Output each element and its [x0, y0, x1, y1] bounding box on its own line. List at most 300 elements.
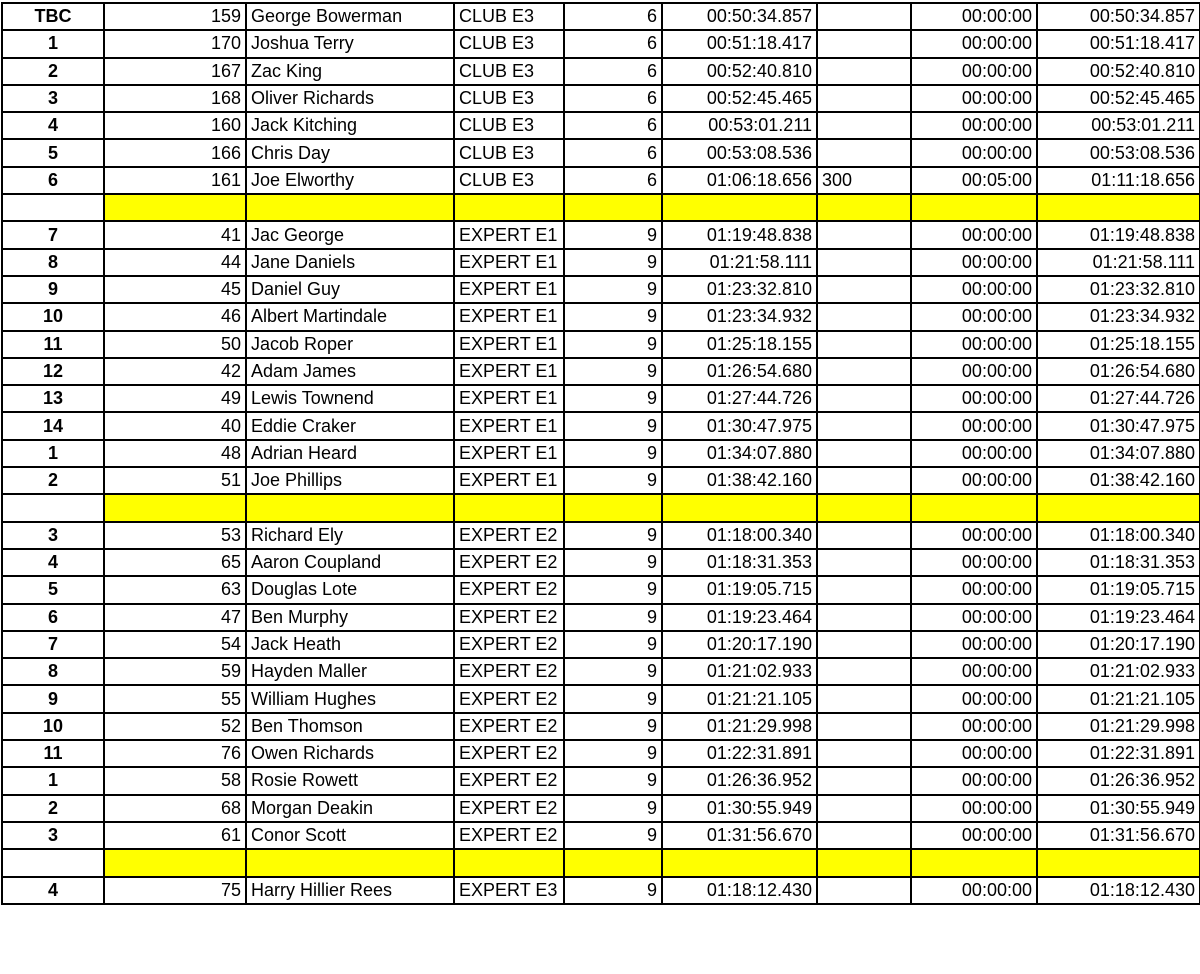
penalty-seconds-cell [817, 112, 911, 139]
race-time-cell: 00:50:34.857 [662, 3, 817, 30]
penalty-seconds-cell [817, 631, 911, 658]
class-cell: EXPERT E2 [454, 795, 564, 822]
penalty-seconds-cell [817, 549, 911, 576]
rider-name-cell: Aaron Coupland [246, 549, 454, 576]
result-row [2, 412, 1200, 439]
position-cell: 11 [2, 331, 104, 358]
result-row [2, 249, 1200, 276]
result-row [2, 221, 1200, 248]
result-row [2, 331, 1200, 358]
race-time-cell: 01:30:47.975 [662, 412, 817, 439]
race-time-cell: 01:21:21.105 [662, 685, 817, 712]
total-time-cell: 01:34:07.880 [1037, 440, 1200, 467]
penalty-seconds-cell [817, 767, 911, 794]
penalty-seconds-cell [817, 604, 911, 631]
total-time-cell: 01:25:18.155 [1037, 331, 1200, 358]
penalty-time-cell: 00:00:00 [911, 276, 1037, 303]
position-cell: 6 [2, 167, 104, 194]
penalty-seconds-cell [817, 30, 911, 57]
rider-name-cell: Eddie Craker [246, 412, 454, 439]
penalty-seconds-cell [817, 412, 911, 439]
class-cell: EXPERT E2 [454, 713, 564, 740]
class-cell: EXPERT E1 [454, 467, 564, 494]
total-time-cell: 00:53:08.536 [1037, 139, 1200, 166]
race-time-cell: 00:53:01.211 [662, 112, 817, 139]
rider-name-cell: Conor Scott [246, 822, 454, 849]
penalty-seconds-cell [817, 358, 911, 385]
race-time-cell: 01:19:48.838 [662, 221, 817, 248]
laps-cell: 9 [564, 822, 662, 849]
laps-cell: 9 [564, 631, 662, 658]
class-cell: EXPERT E2 [454, 604, 564, 631]
laps-cell: 9 [564, 412, 662, 439]
rider-name-cell: Owen Richards [246, 740, 454, 767]
penalty-time-cell: 00:00:00 [911, 685, 1037, 712]
separator-cell [1037, 849, 1200, 876]
rider-number-cell: 55 [104, 685, 246, 712]
rider-number-cell: 160 [104, 112, 246, 139]
penalty-seconds-cell [817, 685, 911, 712]
penalty-seconds-cell [817, 221, 911, 248]
class-cell: EXPERT E1 [454, 221, 564, 248]
rider-name-cell: Morgan Deakin [246, 795, 454, 822]
position-cell: 8 [2, 249, 104, 276]
result-row [2, 30, 1200, 57]
separator-cell [246, 849, 454, 876]
race-time-cell: 01:30:55.949 [662, 795, 817, 822]
separator-cell [1037, 194, 1200, 221]
separator-cell [817, 849, 911, 876]
laps-cell: 9 [564, 221, 662, 248]
position-cell: 7 [2, 631, 104, 658]
rider-name-cell: Rosie Rowett [246, 767, 454, 794]
position-cell: 2 [2, 467, 104, 494]
rider-number-cell: 76 [104, 740, 246, 767]
race-time-cell: 01:26:36.952 [662, 767, 817, 794]
position-cell: 10 [2, 303, 104, 330]
laps-cell: 9 [564, 331, 662, 358]
class-cell: EXPERT E2 [454, 631, 564, 658]
laps-cell: 9 [564, 467, 662, 494]
rider-number-cell: 50 [104, 331, 246, 358]
separator-cell [911, 194, 1037, 221]
rider-name-cell: Jac George [246, 221, 454, 248]
rider-name-cell: Ben Thomson [246, 713, 454, 740]
penalty-seconds-cell [817, 740, 911, 767]
total-time-cell: 01:21:02.933 [1037, 658, 1200, 685]
penalty-seconds-cell [817, 139, 911, 166]
race-time-cell: 01:23:34.932 [662, 303, 817, 330]
rider-name-cell: William Hughes [246, 685, 454, 712]
laps-cell: 9 [564, 685, 662, 712]
penalty-time-cell: 00:00:00 [911, 440, 1037, 467]
penalty-seconds-cell [817, 3, 911, 30]
result-row [2, 631, 1200, 658]
penalty-seconds-cell [817, 85, 911, 112]
position-cell: 4 [2, 549, 104, 576]
race-time-cell: 01:23:32.810 [662, 276, 817, 303]
laps-cell: 9 [564, 576, 662, 603]
penalty-time-cell: 00:05:00 [911, 167, 1037, 194]
race-time-cell: 00:52:40.810 [662, 58, 817, 85]
laps-cell: 6 [564, 30, 662, 57]
rider-name-cell: Oliver Richards [246, 85, 454, 112]
separator-cell [104, 494, 246, 521]
laps-cell: 9 [564, 249, 662, 276]
penalty-seconds-cell [817, 58, 911, 85]
result-row [2, 604, 1200, 631]
position-cell: 1 [2, 767, 104, 794]
race-time-cell: 01:21:58.111 [662, 249, 817, 276]
laps-cell: 6 [564, 58, 662, 85]
penalty-time-cell: 00:00:00 [911, 30, 1037, 57]
position-cell: 10 [2, 713, 104, 740]
penalty-seconds-cell [817, 249, 911, 276]
penalty-time-cell: 00:00:00 [911, 767, 1037, 794]
rider-number-cell: 168 [104, 85, 246, 112]
penalty-seconds-cell [817, 276, 911, 303]
penalty-seconds-cell [817, 303, 911, 330]
separator-cell [911, 849, 1037, 876]
rider-name-cell: Richard Ely [246, 522, 454, 549]
class-cell: EXPERT E1 [454, 440, 564, 467]
result-row [2, 822, 1200, 849]
rider-name-cell: Joe Elworthy [246, 167, 454, 194]
result-row [2, 740, 1200, 767]
penalty-time-cell: 00:00:00 [911, 877, 1037, 904]
class-cell: EXPERT E1 [454, 331, 564, 358]
position-cell: 5 [2, 139, 104, 166]
penalty-seconds-cell [817, 522, 911, 549]
race-time-cell: 01:26:54.680 [662, 358, 817, 385]
class-cell: CLUB E3 [454, 30, 564, 57]
rider-number-cell: 58 [104, 767, 246, 794]
laps-cell: 6 [564, 167, 662, 194]
separator-cell [104, 849, 246, 876]
penalty-time-cell: 00:00:00 [911, 139, 1037, 166]
separator-cell [564, 194, 662, 221]
penalty-seconds-cell [817, 385, 911, 412]
penalty-seconds-cell [817, 467, 911, 494]
result-row [2, 877, 1200, 904]
class-cell: EXPERT E3 [454, 877, 564, 904]
results-body [2, 3, 1200, 904]
penalty-seconds-cell [817, 440, 911, 467]
rider-name-cell: Daniel Guy [246, 276, 454, 303]
rider-number-cell: 54 [104, 631, 246, 658]
rider-name-cell: Joshua Terry [246, 30, 454, 57]
laps-cell: 6 [564, 139, 662, 166]
rider-number-cell: 51 [104, 467, 246, 494]
penalty-time-cell: 00:00:00 [911, 522, 1037, 549]
penalty-time-cell: 00:00:00 [911, 467, 1037, 494]
class-cell: EXPERT E2 [454, 740, 564, 767]
rider-number-cell: 42 [104, 358, 246, 385]
total-time-cell: 01:30:55.949 [1037, 795, 1200, 822]
penalty-time-cell: 00:00:00 [911, 331, 1037, 358]
total-time-cell: 00:52:45.465 [1037, 85, 1200, 112]
laps-cell: 9 [564, 440, 662, 467]
rider-number-cell: 49 [104, 385, 246, 412]
total-time-cell: 00:51:18.417 [1037, 30, 1200, 57]
class-cell: EXPERT E2 [454, 549, 564, 576]
class-cell: CLUB E3 [454, 139, 564, 166]
position-cell: 12 [2, 358, 104, 385]
penalty-time-cell: 00:00:00 [911, 740, 1037, 767]
separator-cell [817, 194, 911, 221]
penalty-seconds-cell [817, 576, 911, 603]
race-time-cell: 01:21:02.933 [662, 658, 817, 685]
penalty-time-cell: 00:00:00 [911, 385, 1037, 412]
rider-name-cell: Hayden Maller [246, 658, 454, 685]
penalty-time-cell: 00:00:00 [911, 58, 1037, 85]
rider-number-cell: 65 [104, 549, 246, 576]
race-time-cell: 00:52:45.465 [662, 85, 817, 112]
rider-name-cell: Joe Phillips [246, 467, 454, 494]
result-row [2, 358, 1200, 385]
penalty-seconds-cell [817, 331, 911, 358]
class-cell: EXPERT E2 [454, 822, 564, 849]
position-cell: 3 [2, 822, 104, 849]
race-time-cell: 01:06:18.656 [662, 167, 817, 194]
position-cell: 2 [2, 58, 104, 85]
class-cell: CLUB E3 [454, 167, 564, 194]
separator-cell [246, 194, 454, 221]
penalty-time-cell: 00:00:00 [911, 112, 1037, 139]
laps-cell: 9 [564, 385, 662, 412]
class-separator-row [2, 494, 1200, 521]
rider-name-cell: Harry Hillier Rees [246, 877, 454, 904]
result-row [2, 385, 1200, 412]
class-cell: EXPERT E1 [454, 412, 564, 439]
position-cell: 9 [2, 685, 104, 712]
class-separator-row [2, 194, 1200, 221]
total-time-cell: 01:19:48.838 [1037, 221, 1200, 248]
penalty-time-cell: 00:00:00 [911, 576, 1037, 603]
class-cell: EXPERT E1 [454, 385, 564, 412]
total-time-cell: 01:19:05.715 [1037, 576, 1200, 603]
separator-cell [2, 194, 104, 221]
total-time-cell: 01:30:47.975 [1037, 412, 1200, 439]
class-cell: EXPERT E2 [454, 658, 564, 685]
position-cell: 8 [2, 658, 104, 685]
separator-cell [454, 849, 564, 876]
separator-cell [2, 494, 104, 521]
position-cell: 11 [2, 740, 104, 767]
race-time-cell: 01:27:44.726 [662, 385, 817, 412]
class-cell: EXPERT E1 [454, 358, 564, 385]
total-time-cell: 01:20:17.190 [1037, 631, 1200, 658]
rider-number-cell: 161 [104, 167, 246, 194]
class-separator-row [2, 849, 1200, 876]
rider-number-cell: 68 [104, 795, 246, 822]
penalty-time-cell: 00:00:00 [911, 358, 1037, 385]
class-cell: EXPERT E1 [454, 276, 564, 303]
rider-name-cell: Albert Martindale [246, 303, 454, 330]
race-time-cell: 00:51:18.417 [662, 30, 817, 57]
class-cell: CLUB E3 [454, 85, 564, 112]
race-time-cell: 01:22:31.891 [662, 740, 817, 767]
penalty-time-cell: 00:00:00 [911, 713, 1037, 740]
position-cell: 1 [2, 440, 104, 467]
race-time-cell: 01:19:05.715 [662, 576, 817, 603]
result-row [2, 685, 1200, 712]
laps-cell: 9 [564, 604, 662, 631]
position-cell: 4 [2, 877, 104, 904]
separator-cell [246, 494, 454, 521]
penalty-seconds-cell [817, 877, 911, 904]
laps-cell: 6 [564, 3, 662, 30]
position-cell: 3 [2, 85, 104, 112]
rider-name-cell: Adam James [246, 358, 454, 385]
penalty-time-cell: 00:00:00 [911, 658, 1037, 685]
total-time-cell: 01:18:12.430 [1037, 877, 1200, 904]
laps-cell: 9 [564, 358, 662, 385]
position-cell: 4 [2, 112, 104, 139]
penalty-seconds-cell [817, 822, 911, 849]
rider-name-cell: Zac King [246, 58, 454, 85]
result-row [2, 576, 1200, 603]
penalty-seconds-cell [817, 713, 911, 740]
separator-cell [454, 194, 564, 221]
laps-cell: 9 [564, 522, 662, 549]
rider-number-cell: 53 [104, 522, 246, 549]
race-time-cell: 01:18:00.340 [662, 522, 817, 549]
result-row [2, 276, 1200, 303]
position-cell: 13 [2, 385, 104, 412]
rider-name-cell: Jack Heath [246, 631, 454, 658]
class-cell: CLUB E3 [454, 58, 564, 85]
rider-name-cell: Jane Daniels [246, 249, 454, 276]
rider-number-cell: 63 [104, 576, 246, 603]
total-time-cell: 00:53:01.211 [1037, 112, 1200, 139]
class-cell: EXPERT E1 [454, 249, 564, 276]
penalty-time-cell: 00:00:00 [911, 549, 1037, 576]
penalty-time-cell: 00:00:00 [911, 604, 1037, 631]
laps-cell: 9 [564, 877, 662, 904]
total-time-cell: 01:26:54.680 [1037, 358, 1200, 385]
total-time-cell: 01:18:00.340 [1037, 522, 1200, 549]
position-cell: 9 [2, 276, 104, 303]
laps-cell: 9 [564, 795, 662, 822]
result-row [2, 767, 1200, 794]
result-row [2, 112, 1200, 139]
class-cell: EXPERT E2 [454, 685, 564, 712]
separator-cell [2, 849, 104, 876]
laps-cell: 9 [564, 740, 662, 767]
result-row [2, 658, 1200, 685]
class-cell: EXPERT E2 [454, 767, 564, 794]
rider-number-cell: 59 [104, 658, 246, 685]
penalty-time-cell: 00:00:00 [911, 631, 1037, 658]
total-time-cell: 01:26:36.952 [1037, 767, 1200, 794]
result-row [2, 85, 1200, 112]
rider-number-cell: 41 [104, 221, 246, 248]
rider-name-cell: Chris Day [246, 139, 454, 166]
penalty-time-cell: 00:00:00 [911, 249, 1037, 276]
race-time-cell: 01:25:18.155 [662, 331, 817, 358]
rider-number-cell: 44 [104, 249, 246, 276]
result-row [2, 303, 1200, 330]
penalty-time-cell: 00:00:00 [911, 795, 1037, 822]
penalty-seconds-cell: 300 [817, 167, 911, 194]
result-row [2, 58, 1200, 85]
separator-cell [662, 194, 817, 221]
result-row [2, 467, 1200, 494]
race-time-cell: 01:38:42.160 [662, 467, 817, 494]
class-cell: CLUB E3 [454, 112, 564, 139]
laps-cell: 9 [564, 303, 662, 330]
rider-number-cell: 40 [104, 412, 246, 439]
position-cell: 3 [2, 522, 104, 549]
total-time-cell: 01:31:56.670 [1037, 822, 1200, 849]
total-time-cell: 01:22:31.891 [1037, 740, 1200, 767]
laps-cell: 9 [564, 276, 662, 303]
laps-cell: 9 [564, 767, 662, 794]
position-cell: 6 [2, 604, 104, 631]
total-time-cell: 00:50:34.857 [1037, 3, 1200, 30]
rider-number-cell: 47 [104, 604, 246, 631]
result-row [2, 522, 1200, 549]
penalty-time-cell: 00:00:00 [911, 3, 1037, 30]
total-time-cell: 01:23:32.810 [1037, 276, 1200, 303]
race-time-cell: 01:18:31.353 [662, 549, 817, 576]
rider-name-cell: Adrian Heard [246, 440, 454, 467]
separator-cell [911, 494, 1037, 521]
separator-cell [104, 194, 246, 221]
rider-name-cell: Jack Kitching [246, 112, 454, 139]
result-row [2, 440, 1200, 467]
penalty-seconds-cell [817, 795, 911, 822]
total-time-cell: 01:23:34.932 [1037, 303, 1200, 330]
result-row [2, 795, 1200, 822]
total-time-cell: 01:21:29.998 [1037, 713, 1200, 740]
result-row [2, 139, 1200, 166]
rider-number-cell: 45 [104, 276, 246, 303]
rider-number-cell: 75 [104, 877, 246, 904]
laps-cell: 9 [564, 549, 662, 576]
rider-name-cell: Douglas Lote [246, 576, 454, 603]
position-cell: 1 [2, 30, 104, 57]
separator-cell [454, 494, 564, 521]
result-row [2, 713, 1200, 740]
rider-name-cell: George Bowerman [246, 3, 454, 30]
rider-name-cell: Lewis Townend [246, 385, 454, 412]
separator-cell [817, 494, 911, 521]
race-time-cell: 01:19:23.464 [662, 604, 817, 631]
total-time-cell: 01:11:18.656 [1037, 167, 1200, 194]
class-cell: CLUB E3 [454, 3, 564, 30]
total-time-cell: 01:21:58.111 [1037, 249, 1200, 276]
race-time-cell: 01:18:12.430 [662, 877, 817, 904]
race-time-cell: 00:53:08.536 [662, 139, 817, 166]
position-cell: 14 [2, 412, 104, 439]
laps-cell: 9 [564, 713, 662, 740]
penalty-time-cell: 00:00:00 [911, 221, 1037, 248]
separator-cell [662, 849, 817, 876]
position-cell: 7 [2, 221, 104, 248]
position-cell: TBC [2, 3, 104, 30]
rider-name-cell: Ben Murphy [246, 604, 454, 631]
separator-cell [564, 494, 662, 521]
total-time-cell: 01:27:44.726 [1037, 385, 1200, 412]
class-cell: EXPERT E2 [454, 576, 564, 603]
race-time-cell: 01:31:56.670 [662, 822, 817, 849]
rider-number-cell: 167 [104, 58, 246, 85]
rider-number-cell: 48 [104, 440, 246, 467]
race-time-cell: 01:34:07.880 [662, 440, 817, 467]
class-cell: EXPERT E2 [454, 522, 564, 549]
